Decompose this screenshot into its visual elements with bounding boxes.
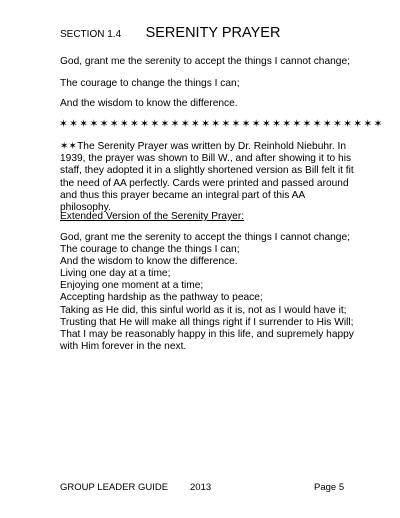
extended-prayer-line: That I may be reasonably happy in this life, and supremely happy with Him forever in the next. <box>60 328 354 352</box>
extended-prayer-line: The courage to change the things I can; <box>60 244 240 256</box>
extended-prayer-line: Living one day at a time; <box>60 268 171 280</box>
star-divider: ✶✶✶✶✶✶✶✶✶✶✶✶✶✶✶✶✶✶✶✶✶✶✶✶✶✶✶✶✶✶✶✶ <box>59 118 384 130</box>
extended-prayer-line: God, grant me the serenity to accept the things I cannot change; <box>60 232 350 243</box>
footer-page-number: Page 5 <box>314 482 345 493</box>
extended-prayer-line: Taking as He did, this sinful world as it is, not as I would have it; <box>60 304 347 316</box>
page-header <box>60 24 280 42</box>
extended-prayer-line: Accepting hardship as the pathway to peace; <box>60 292 263 304</box>
extended-prayer-line: And the wisdom to know the difference. <box>60 256 238 268</box>
extended-version-heading: Extended Version of the Serenity Prayer: <box>60 211 245 222</box>
page-title: SERENITY PRAYER <box>145 25 281 41</box>
extended-prayer-line: Trusting that He will make all things right if I surrender to His Will; <box>60 316 354 328</box>
history-note: ✶✶The Serenity Prayer was written by Dr. Reinhold Niebuhr. In 1939, the prayer was shown to Bill W., and after showing it to his staff, they adopted it in a slightly shortened version as Bill felt it fit the need of AA perfectly. Cards were printed and passed around and thus this prayer became an integral part of this AA philosophy. <box>60 141 354 214</box>
extended-prayer-line: Enjoying one moment at a time; <box>60 280 204 292</box>
prayer-line-2: The courage to change the things I can; <box>60 78 240 89</box>
prayer-line-1: God, grant me the serenity to accept the things I cannot change; <box>60 56 350 67</box>
extended-prayer-list <box>60 232 360 353</box>
footer-guide-title: GROUP LEADER GUIDE <box>60 482 169 493</box>
footer-year: 2013 <box>190 482 212 493</box>
section-number: SECTION 1.4 <box>60 29 122 40</box>
prayer-line-3: And the wisdom to know the difference. <box>60 98 238 109</box>
